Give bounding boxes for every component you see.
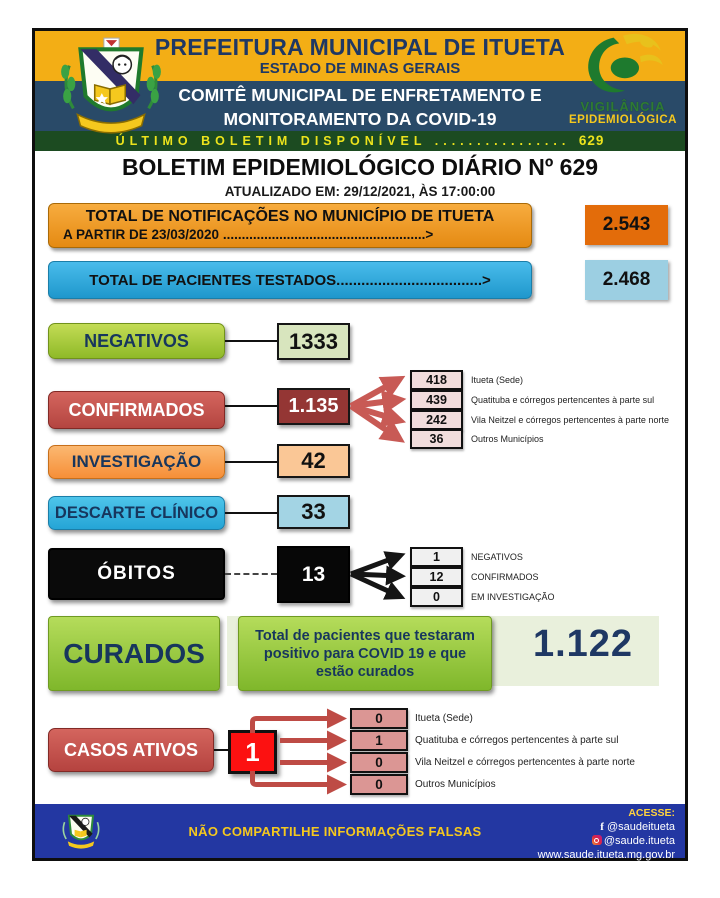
obitos-breakdown-label: NEGATIVOS bbox=[471, 552, 523, 562]
last-bulletin-number: 629 bbox=[578, 133, 605, 148]
confirmados-connector bbox=[225, 405, 277, 407]
casos-ativos-breakdown-label: Itueta (Sede) bbox=[415, 713, 473, 724]
footer-contact-block bbox=[538, 807, 675, 861]
descarte-clinico-label: DESCARTE CLÍNICO bbox=[48, 496, 225, 530]
footer-facebook[interactable] bbox=[538, 821, 675, 834]
footer-coat-of-arms-icon bbox=[59, 807, 103, 855]
tested-value: 2.468 bbox=[585, 260, 668, 300]
casos-ativos-breakdown-value: 1 bbox=[350, 730, 408, 751]
casos-ativos-label: CASOS ATIVOS bbox=[48, 728, 214, 772]
committee-line2: MONITORAMENTO DA COVID-19 bbox=[223, 109, 497, 129]
footer-warning: NÃO COMPARTILHE INFORMAÇÕES FALSAS bbox=[188, 823, 482, 839]
itueta-coat-of-arms-icon bbox=[55, 35, 167, 141]
last-bulletin-label: ÚLTIMO BOLETIM DISPONÍVEL ................ bbox=[115, 134, 571, 148]
tested-label: TOTAL DE PACIENTES TESTADOS...................................> bbox=[89, 271, 491, 289]
bulletin-body bbox=[35, 151, 685, 804]
bulletin-frame bbox=[32, 28, 688, 861]
confirmados-breakdown-value: 439 bbox=[410, 390, 463, 410]
confirmados-label: CONFIRMADOS bbox=[48, 391, 225, 429]
footer-website[interactable]: www.saude.itueta.mg.gov.br bbox=[537, 848, 675, 861]
instagram-icon bbox=[592, 835, 602, 845]
bulletin-updated: ATUALIZADO EM: 29/12/2021, ÀS 17:00:00 bbox=[224, 184, 496, 199]
bulletin-title: BOLETIM EPIDEMIOLÓGICO DIÁRIO Nº 629 bbox=[121, 154, 599, 180]
casos-ativos-breakdown-value: 0 bbox=[350, 774, 408, 795]
instagram-handle[interactable]: @saude.itueta bbox=[603, 835, 675, 847]
investigacao-connector bbox=[225, 461, 277, 463]
vigilancia-epidemiologica-logo bbox=[567, 32, 679, 152]
footer-access-label: ACESSE: bbox=[628, 807, 675, 819]
obitos-label: ÓBITOS bbox=[48, 548, 225, 600]
notifications-bar bbox=[48, 203, 532, 248]
confirmados-breakdown-label: Outros Municípios bbox=[471, 434, 544, 444]
casos-ativos-breakdown-value: 0 bbox=[350, 752, 408, 773]
committee-line1: COMITÊ MUNICIPAL DE ENFRETAMENTO E bbox=[178, 85, 542, 105]
notifications-value: 2.543 bbox=[585, 205, 668, 245]
vigilancia-label-line1: VIGILÂNCIA bbox=[580, 99, 666, 114]
obitos-breakdown-value: 1 bbox=[410, 547, 463, 567]
obitos-breakdown-value: 12 bbox=[410, 567, 463, 587]
state-subtitle: ESTADO DE MINAS GERAIS bbox=[259, 60, 461, 77]
curados-value: 1.122 bbox=[532, 623, 634, 665]
confirmados-value: 1.135 bbox=[277, 388, 350, 425]
descarte-clinico-value: 33 bbox=[277, 495, 350, 529]
obitos-breakdown-label: CONFIRMADOS bbox=[471, 572, 539, 582]
casos-ativos-breakdown-label: Quatituba e córregos pertencentes à parte sul bbox=[415, 735, 619, 746]
confirmados-arrows-icon bbox=[350, 366, 410, 446]
negativos-label: NEGATIVOS bbox=[48, 323, 225, 359]
vigilancia-swoosh-icon bbox=[573, 32, 673, 98]
obitos-connector bbox=[225, 573, 277, 575]
casos-ativos-value: 1 bbox=[228, 730, 277, 774]
descarte-clinico-connector bbox=[225, 512, 277, 514]
notifications-label-line2: A PARTIR DE 23/03/2020 ......................................................> bbox=[63, 227, 434, 242]
casos-ativos-breakdown-label: Outros Municípios bbox=[415, 779, 496, 790]
tested-bar bbox=[48, 261, 532, 299]
municipality-title: PREFEITURA MUNICIPAL DE ITUETA bbox=[154, 34, 566, 60]
obitos-value: 13 bbox=[277, 546, 350, 603]
confirmados-breakdown-value: 418 bbox=[410, 370, 463, 390]
curados-label: CURADOS bbox=[48, 616, 220, 691]
notifications-label-line1: TOTAL DE NOTIFICAÇÕES NO MUNICÍPIO DE ITUETA bbox=[85, 208, 495, 225]
obitos-arrows-icon bbox=[350, 544, 410, 606]
casos-ativos-breakdown-label: Vila Neitzel e córregos pertencentes à parte norte bbox=[415, 757, 635, 768]
footer-instagram[interactable] bbox=[538, 834, 675, 848]
negativos-connector bbox=[225, 340, 277, 342]
confirmados-breakdown-value: 242 bbox=[410, 410, 463, 430]
confirmados-breakdown-label: Quatituba e córregos pertencentes à parte sul bbox=[471, 395, 655, 405]
footer-bar bbox=[35, 804, 685, 861]
obitos-breakdown-label: EM INVESTIGAÇÃO bbox=[471, 592, 555, 602]
confirmados-breakdown-label: Vila Neitzel e córregos pertencentes à parte norte bbox=[471, 415, 669, 425]
curados-description: Total de pacientes que testaram positivo para COVID 19 e que estão curados bbox=[238, 616, 492, 691]
casos-ativos-arrows-icon bbox=[240, 703, 355, 798]
confirmados-breakdown-value: 36 bbox=[410, 429, 463, 449]
facebook-handle[interactable]: @saudeitueta bbox=[606, 820, 675, 833]
facebook-icon bbox=[594, 821, 604, 834]
casos-ativos-breakdown-value: 0 bbox=[350, 708, 408, 729]
confirmados-breakdown-label: Itueta (Sede) bbox=[471, 375, 524, 385]
vigilancia-label-line2: EPIDEMIOLÓGICA bbox=[569, 114, 677, 126]
obitos-breakdown-value: 0 bbox=[410, 587, 463, 607]
negativos-value: 1333 bbox=[277, 323, 350, 360]
investigacao-value: 42 bbox=[277, 444, 350, 478]
investigacao-label: INVESTIGAÇÃO bbox=[48, 445, 225, 479]
